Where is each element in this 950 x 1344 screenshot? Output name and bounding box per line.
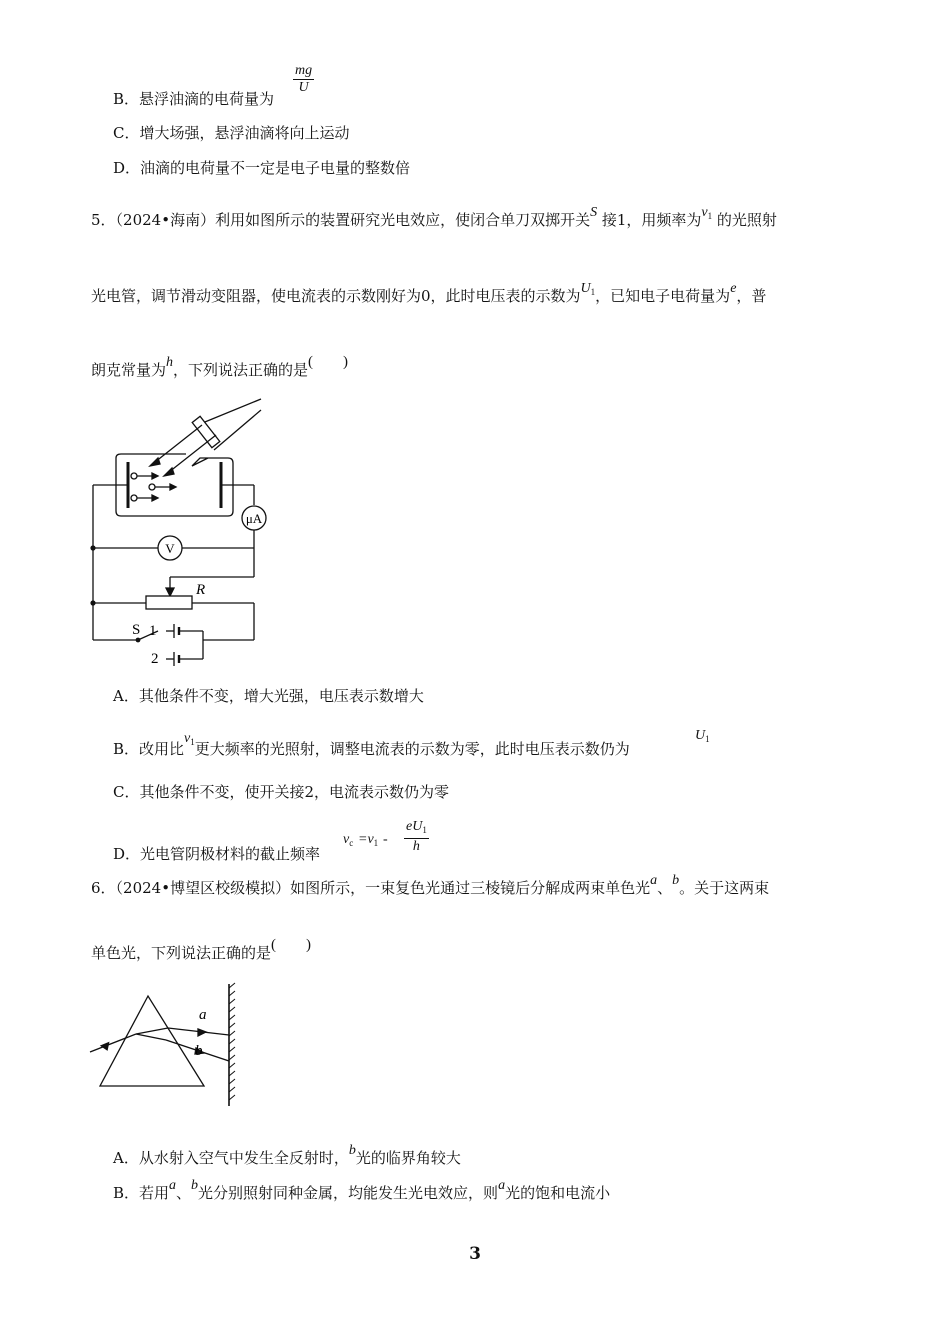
light-tube-edge xyxy=(200,399,261,424)
q5-text: 接1，用频率为 xyxy=(601,211,702,229)
minus-sign: - xyxy=(382,832,388,847)
q5-option-a: A．其他条件不变，增大光强，电压表示数增大 xyxy=(113,687,424,705)
refracted-ray-b xyxy=(136,1034,166,1040)
q5-option-d xyxy=(113,844,320,864)
q6-text: 单色光，下列说法正确的是 xyxy=(91,944,272,962)
screen-hatching xyxy=(229,983,235,1100)
q6-text: 6．（2024•博望区校级模拟）如图所示，一束复色光通过三棱镜后分解成两束单色光 xyxy=(91,879,651,897)
photoelectric-circuit-diagram xyxy=(88,398,278,670)
frac-numerator: eU xyxy=(406,819,423,834)
q5-option-c: C．其他条件不变，使开关接2，电流表示数仍为零 xyxy=(113,783,450,801)
switch-label: S xyxy=(132,622,141,638)
subscript: 1 xyxy=(705,734,710,744)
subscript: 1 xyxy=(422,825,427,835)
q4-option-d: D．油滴的电荷量不一定是电子电量的整数倍 xyxy=(113,159,411,177)
junction-dot xyxy=(90,600,95,605)
answer-paren: ( ) xyxy=(271,937,312,953)
q5-stem-line1 xyxy=(91,205,777,235)
option-b-text: B．悬浮油滴的电荷量为 xyxy=(113,90,275,108)
q5-text: 的光照射 xyxy=(716,211,777,229)
refracted-ray-a xyxy=(136,1028,168,1034)
electron xyxy=(131,495,137,501)
q5-text: 光电管，调节滑动变阻器，使电流表的示数刚好为0，此时电压表的示数为 xyxy=(91,287,581,305)
electron xyxy=(149,484,155,490)
symbol-h: h xyxy=(166,355,174,370)
option-a-text: 光的临界角较大 xyxy=(355,1149,461,1167)
q5-text: 朗克常量为 xyxy=(91,361,167,379)
symbol-b: b xyxy=(348,1143,356,1158)
option-b-text: B．若用 xyxy=(113,1184,170,1202)
q5-option-b-u1 xyxy=(695,724,710,749)
frac-numerator: mg xyxy=(295,63,313,78)
q6-text: 、 xyxy=(657,879,673,897)
page-number: 3 xyxy=(469,1244,481,1264)
symbol-e: e xyxy=(730,281,737,296)
subscript: 1 xyxy=(590,287,596,297)
resistor-label: R xyxy=(196,582,206,598)
incident-ray xyxy=(90,1034,136,1052)
symbol-a: a xyxy=(169,1178,177,1193)
option-b-text: 光分别照射同种金属，均能发生光电效应，则 xyxy=(198,1184,499,1202)
q5-text: ，普 xyxy=(736,287,767,305)
q6-option-a xyxy=(113,1143,461,1170)
subscript: 1 xyxy=(707,211,713,221)
q4-option-b xyxy=(113,89,274,109)
switch-pos-1: 1 xyxy=(149,623,157,639)
rheostat xyxy=(146,596,192,609)
subscript: 1 xyxy=(190,737,195,747)
switch-pos-2: 2 xyxy=(151,651,159,667)
symbol-b: b xyxy=(672,873,680,888)
symbol-nu: ν xyxy=(184,731,191,746)
symbol-U: U xyxy=(695,728,706,743)
option-b-text: 更大频率的光照射，调整电流表的示数为零，此时电压表示数仍为 xyxy=(194,740,630,758)
frac-denominator: h xyxy=(412,839,420,854)
option-b-text: 光的饱和电流小 xyxy=(505,1184,611,1202)
switch-pivot xyxy=(136,638,141,643)
symbol-b: b xyxy=(191,1178,199,1193)
ray-arrowhead xyxy=(150,458,160,466)
ray-a-label: a xyxy=(199,1007,207,1023)
answer-paren: ( ) xyxy=(308,354,349,370)
symbol-U: U xyxy=(580,281,591,296)
q6-stem-line2 xyxy=(91,937,312,964)
equals-nu: =ν xyxy=(358,832,374,847)
q5-text: ，已知电子电荷量为 xyxy=(595,287,731,305)
prism-dispersion-diagram xyxy=(88,982,238,1108)
frac-eU1-over-h xyxy=(404,819,429,855)
ammeter-label: μA xyxy=(245,511,263,526)
subscript: c xyxy=(349,838,354,848)
junction-dot xyxy=(90,545,95,550)
slider-arrow xyxy=(166,588,174,596)
q5-stem-line2 xyxy=(91,281,767,311)
q6-stem-line1 xyxy=(91,873,770,900)
symbol-S: S xyxy=(590,205,598,220)
q5-option-b xyxy=(113,731,630,764)
ray-b-label: b xyxy=(195,1043,203,1059)
symbol-a: a xyxy=(650,873,658,888)
ray-arrowhead xyxy=(164,468,174,476)
q6-option-b xyxy=(113,1178,611,1205)
frac-denominator: U xyxy=(298,80,309,95)
symbol-nu: ν xyxy=(343,832,350,847)
ray-arrowhead xyxy=(198,1029,206,1036)
symbol-a: a xyxy=(498,1178,506,1193)
symbol-nu: ν xyxy=(701,205,708,220)
option-b-text: 、 xyxy=(176,1184,192,1202)
option-a-text: A．从水射入空气中发生全反射时， xyxy=(113,1149,349,1167)
phototube-envelope xyxy=(116,454,186,458)
q5-stem-line3 xyxy=(91,354,349,382)
frac-mg-over-U xyxy=(293,63,314,96)
option-d-text: D．光电管阴极材料的截止频率 xyxy=(113,845,321,863)
cutoff-frequency-formula xyxy=(343,828,388,853)
q4-option-c: C．增大场强，悬浮油滴将向上运动 xyxy=(113,124,350,142)
triangular-prism xyxy=(100,996,204,1086)
q5-text: 5．（2024•海南）利用如图所示的装置研究光电效应，使闭合单刀双掷开关 xyxy=(91,211,591,229)
q5-text: ，下列说法正确的是 xyxy=(173,361,309,379)
electron xyxy=(131,473,137,479)
voltmeter-label: V xyxy=(165,541,175,556)
subscript: 1 xyxy=(373,838,379,848)
q6-text: 。关于这两束 xyxy=(679,879,770,897)
option-b-text: B．改用比 xyxy=(113,740,185,758)
